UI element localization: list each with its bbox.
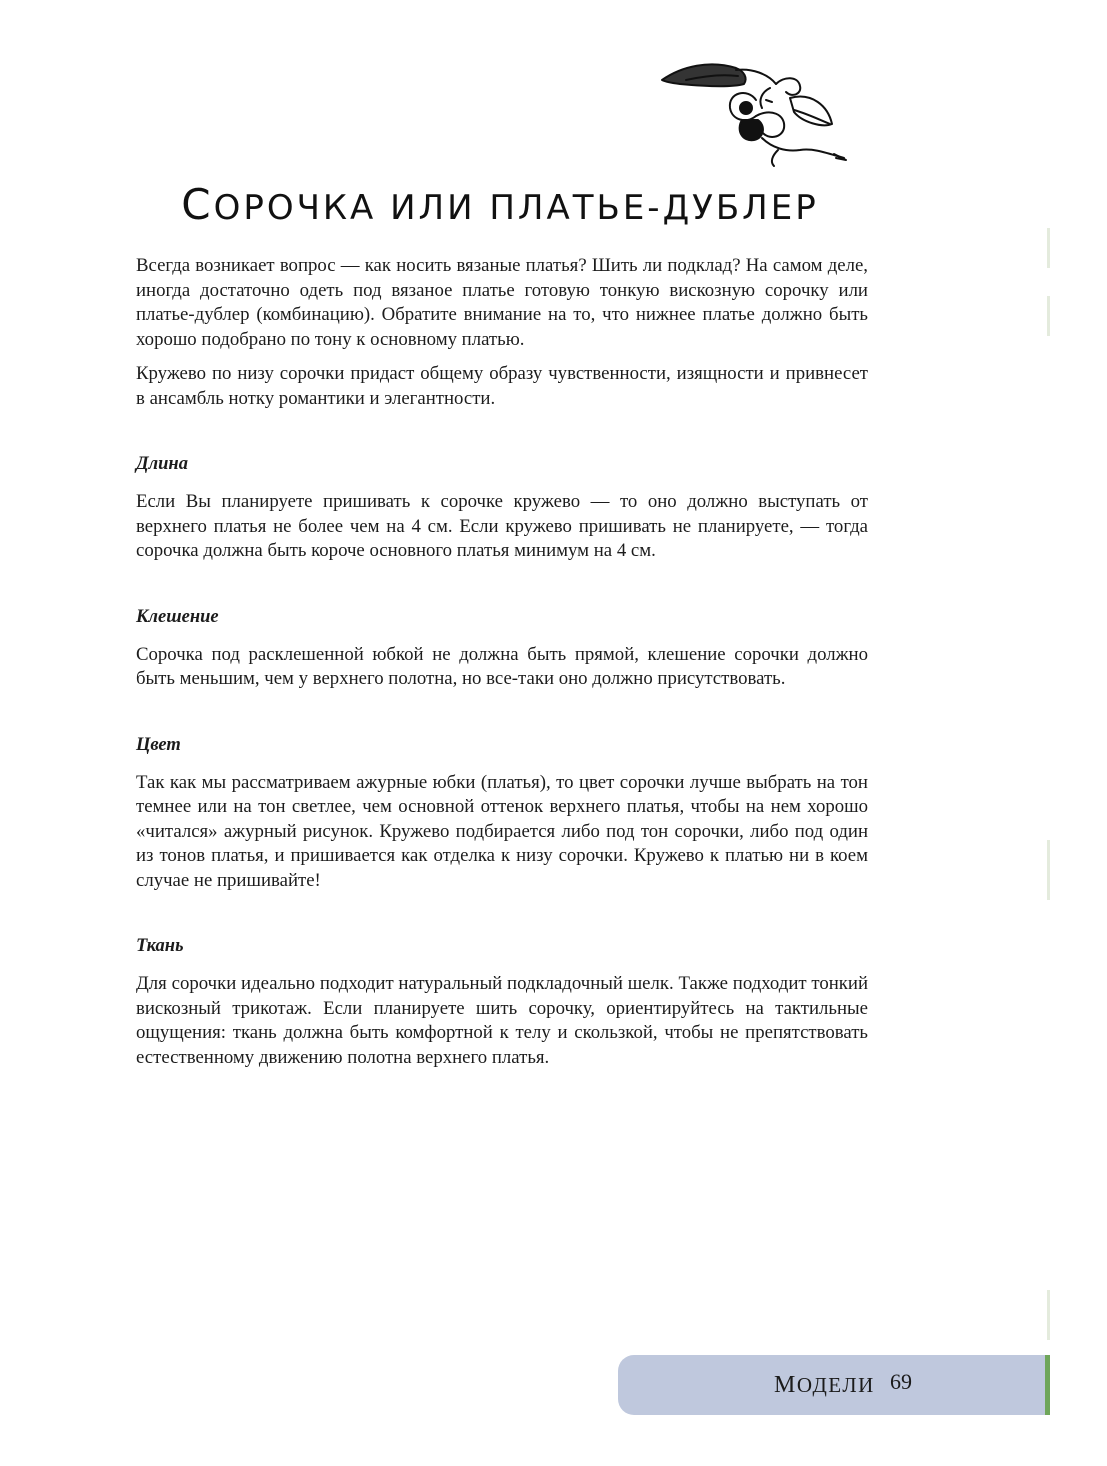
section-text-fabric: Для сорочки идеально подходит натуральный подкладочный шелк. Также подходит тонкий вискозный трикотаж. Если планируете шить сорочку, ориентируйтесь на тактильные ощущения: ткань должна быть комфортной к телу и скользкой, чтобы не препятствовать естественному движению полотна верхнего платья. [136, 973, 868, 1068]
article-body [136, 254, 868, 1080]
section-text-color: Так как мы рассматриваем ажурные юбки (платья), то цвет сорочки лучше выбрать на тон темнее или на тон светлее, чем основной оттенок верхнего платья, чтобы на нем хорошо «читался» ажурный рисунок. Кружево подбирается либо под тон сорочки, либо под один из тонов платья, и пришивается как отделка к низу сорочки. Кружево к платью ни в коем случае не пришивайте! [136, 771, 868, 891]
footer-section-label: МОДЕЛИ [774, 1372, 875, 1398]
page-number: 69 [890, 1369, 912, 1394]
section-heading-color: Цвет [136, 734, 181, 755]
section-heading-flare: Клешение [136, 606, 219, 627]
section-text-flare: Сорочка под расклешенной юбкой не должна быть прямой, клешение сорочки должно быть меньшим, чем у верхнего полотна, но все-таки оно должно присутствовать. [136, 643, 868, 689]
floral-vine-icon [652, 58, 852, 170]
page-edge-mark [1047, 228, 1050, 268]
footer-tab [618, 1355, 1050, 1415]
section-text-length: Если Вы планируете пришивать к сорочке кружево — то оно должно выступать от верхнего платья не более чем на 4 см. Если кружево пришивать не планируете, — тогда сорочка должна быть короче основного платья минимум на 4 см. [136, 491, 868, 561]
intro-paragraph: Всегда возникает вопрос — как носить вязаные платья? Шить ли подклад? На самом деле, иногда достаточно одеть под вязаное платье готовую тонкую вискозную сорочку или платье-дублер (комбинацию). Обратите внимание на то, что нижнее платье должно быть хорошо подобрано по тону к основному платью. [136, 255, 868, 350]
section-heading-fabric: Ткань [136, 936, 184, 956]
page-edge-mark [1047, 840, 1050, 900]
page-title: СОРОЧКА ИЛИ ПЛАТЬЕ-ДУБЛЕР [181, 180, 819, 229]
page-edge-mark [1047, 1290, 1050, 1340]
intro-paragraph: Кружево по низу сорочки придаст общему образу чувственности, изящности и привнесет в ансамбль нотку романтики и элегантности. [136, 363, 868, 409]
section-heading-length: Длина [136, 454, 188, 474]
page-edge-mark [1047, 296, 1050, 336]
